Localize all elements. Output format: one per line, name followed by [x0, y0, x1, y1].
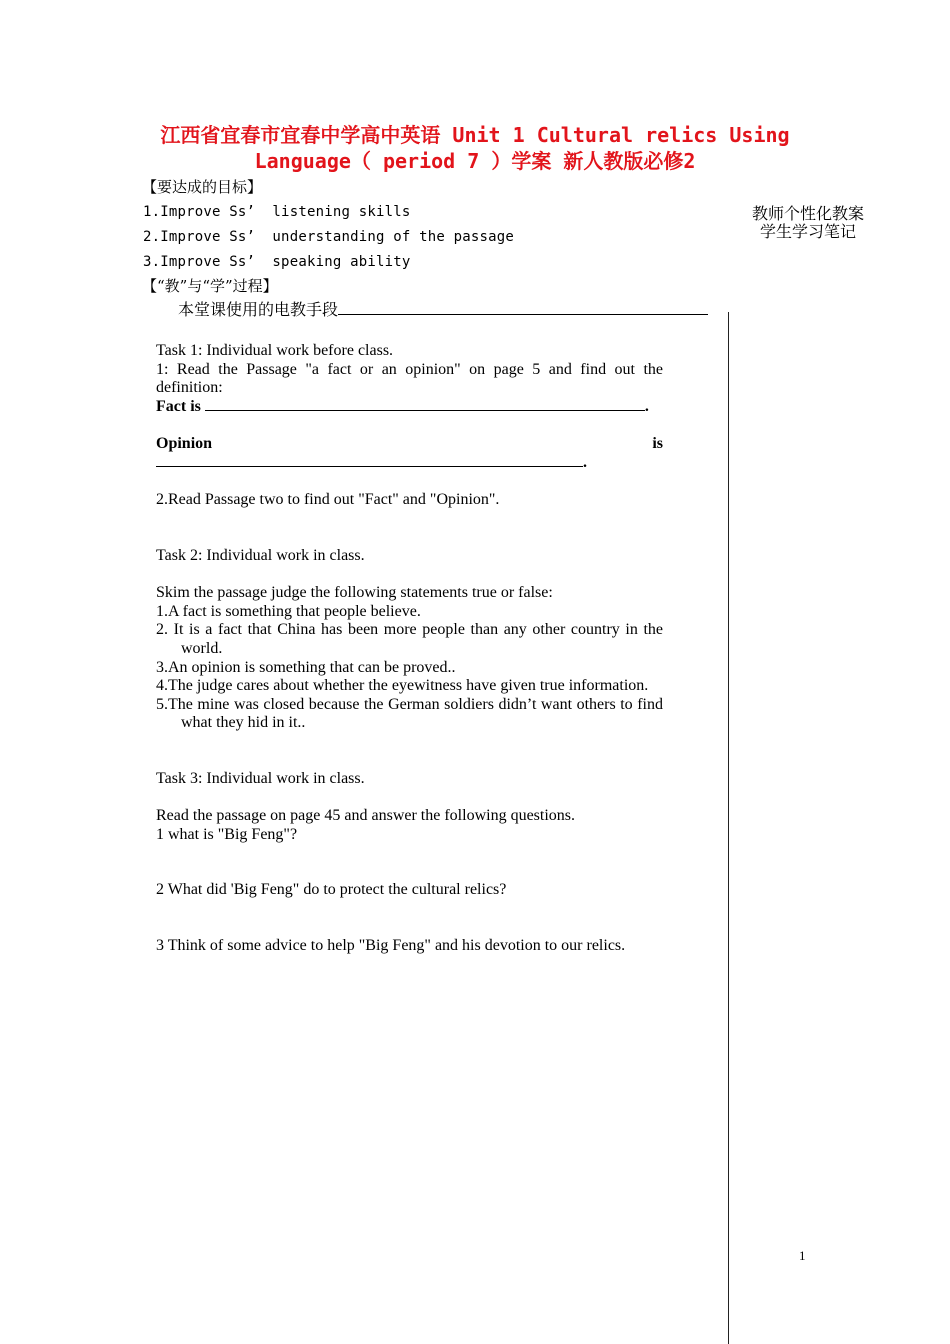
opinion-blank	[156, 454, 583, 467]
title-line-2: Language（ period 7 ）学案 新人教版必修2	[254, 149, 696, 173]
page-number: 1	[799, 1248, 806, 1263]
media-blank	[338, 300, 708, 315]
opinion-line	[156, 435, 663, 454]
statement-4: 4.The judge cares about whether the eyewitness have given true information.	[156, 677, 649, 695]
task1-instruction: 1: Read the Passage "a fact or an opinion" on page 5 and find out the definition:	[156, 360, 663, 397]
statement-5: 5.The mine was closed because the German soldiers didn’t want others to find what they hid in it..	[156, 695, 663, 732]
fact-label: Fact is	[156, 397, 201, 415]
task2-instruction: Skim the passage judge the following statements true or false:	[156, 584, 553, 602]
task3-instruction: Read the passage on page 45 and answer the following questions.	[156, 807, 576, 825]
goals-heading: 【要达成的目标】	[142, 178, 263, 196]
process-heading: 【“教”与“学”过程】	[142, 277, 278, 295]
title-line-1: 江西省宜春市宜春中学高中英语 Unit 1 Cultural relics Using	[160, 123, 790, 147]
question-2-block	[156, 881, 663, 900]
task1-heading: Task 1: Individual work before class.	[156, 342, 394, 359]
task2-heading: Task 2: Individual work in class.	[156, 547, 365, 564]
document-title	[120, 122, 830, 174]
side-notes-line-2: 学生学习笔记	[759, 222, 856, 241]
statement-3: 3.An opinion is something that can be proved..	[156, 658, 456, 676]
task2-section	[156, 547, 663, 733]
question-1: 1 what is "Big Feng"?	[156, 825, 298, 843]
goal-item-3: 3.Improve Ss’ speaking ability	[143, 254, 411, 270]
question-3-block	[156, 937, 663, 956]
fact-blank	[205, 398, 645, 411]
task3-heading: Task 3: Individual work in class.	[156, 770, 365, 787]
statement-2: 2. It is a fact that China has been more people than any other country in the world.	[156, 621, 663, 657]
goal-item-1: 1.Improve Ss’ listening skills	[143, 204, 411, 220]
statement-1: 1.A fact is something that people believe.	[156, 602, 421, 620]
media-label: 本堂课使用的电教手段	[178, 300, 339, 319]
fact-line: Fact is .	[156, 397, 649, 415]
side-notes-line-1: 教师个性化教案	[751, 204, 864, 223]
question-2: 2 What did 'Big Feng" do to protect the cultural relics?	[156, 881, 507, 898]
column-divider	[728, 312, 729, 1344]
task1-item-2: 2.Read Passage two to find out "Fact" and "Opinion".	[156, 490, 500, 508]
question-3: 3 Think of some advice to help "Big Feng" and his devotion to our relics.	[156, 937, 626, 954]
opinion-label: Opinion	[156, 434, 213, 452]
task1-section	[156, 342, 663, 509]
side-notes-heading	[748, 205, 868, 241]
media-line	[178, 300, 708, 320]
goal-item-2: 2.Improve Ss’ understanding of the passage	[143, 229, 515, 245]
task3-section	[156, 770, 663, 844]
opinion-blank-line: .	[156, 454, 663, 473]
opinion-is: is	[652, 434, 663, 452]
